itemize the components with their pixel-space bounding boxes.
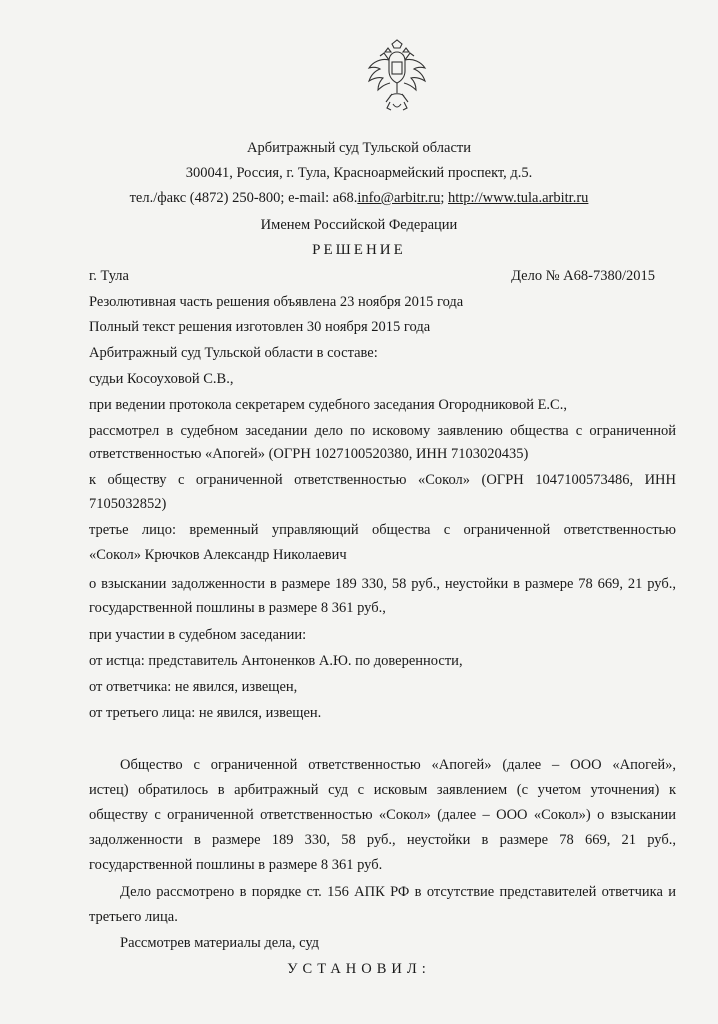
established-heading: УСТАНОВИЛ: xyxy=(287,961,431,977)
city: г. Тула xyxy=(89,268,129,284)
claim-line-1: о взыскании задолженности в размере 189 330, 58 руб., неустойки в размере 78 669, 21 руб., xyxy=(89,576,676,592)
paragraph-3: Рассмотрев материалы дела, суд xyxy=(120,935,320,951)
participation: при участии в судебном заседании: xyxy=(89,627,307,643)
third-party-representative: от третьего лица: не явился, извещен. xyxy=(89,705,322,721)
paragraph-1-line-1: Общество с ограниченной ответственностью «Апогей» (далее – ООО «Апогей», xyxy=(120,757,676,773)
contact-separator: ; xyxy=(440,190,448,206)
court-address: 300041, Россия, г. Тула, Красноармейский проспект, д.5. xyxy=(185,165,533,181)
in-name-of-federation: Именем Российской Федерации xyxy=(260,217,458,233)
plaintiff-representative: от истца: представитель Антоненков А.Ю. по доверенности, xyxy=(89,653,463,669)
court-composition: Арбитражный суд Тульской области в составе: xyxy=(89,345,378,361)
considered-line-1: рассмотрел в судебном заседании дело по исковому заявлению общества с ограниченной xyxy=(89,423,676,439)
email-link[interactable]: info@arbitr.ru xyxy=(357,190,441,206)
third-party-line-1: третье лицо: временный управляющий общества с ограниченной ответственностью xyxy=(89,522,676,538)
claim-line-2: государственной пошлины в размере 8 361 руб., xyxy=(89,600,386,616)
court-name: Арбитражный суд Тульской области xyxy=(247,140,471,156)
phone-fax: тел./факс (4872) 250-800; e-mail: a68. xyxy=(129,190,358,206)
paragraph-1-line-5: государственной пошлины в размере 8 361 руб. xyxy=(89,857,383,873)
case-number: Дело № А68-7380/2015 xyxy=(511,268,655,284)
paragraph-2-line-1: Дело рассмотрено в порядке ст. 156 АПК РФ в отсутствие представителей ответчика и xyxy=(120,884,676,900)
full-text-date: Полный текст решения изготовлен 30 ноября 2015 года xyxy=(89,319,431,335)
document-title: РЕШЕНИЕ xyxy=(312,242,406,258)
considered-line-2: ответственностью «Апогей» (ОГРН 1027100520380, ИНН 7103020435) xyxy=(89,446,529,462)
judge: судьи Косоуховой С.В., xyxy=(89,371,234,387)
defendant-line-1: к обществу с ограниченной ответственностью «Сокол» (ОГРН 1047100573486, ИНН xyxy=(89,472,676,488)
russian-eagle-emblem-icon xyxy=(362,38,432,118)
secretary: при ведении протокола секретарем судебного заседания Огородниковой Е.С., xyxy=(89,397,567,413)
third-party-line-2: «Сокол» Крючков Александр Николаевич xyxy=(89,547,347,563)
website-link[interactable]: http://www.tula.arbitr.ru xyxy=(448,190,589,206)
paragraph-1-line-2: истец) обратилось в арбитражный суд с исковым заявлением (с учетом уточнения) к xyxy=(89,782,676,798)
paragraph-1-line-4: задолженности в размере 189 330, 58 руб., неустойки в размере 78 669, 21 руб., xyxy=(89,832,676,848)
resolution-announced: Резолютивная часть решения объявлена 23 ноября 2015 года xyxy=(89,294,464,310)
defendant-line-2: 7105032852) xyxy=(89,496,167,512)
paragraph-2-line-2: третьего лица. xyxy=(89,909,178,925)
paragraph-1-line-3: обществу с ограниченной ответственностью «Сокол» (далее – ООО «Сокол») о взыскании xyxy=(89,807,676,823)
court-contacts xyxy=(0,190,718,207)
defendant-representative: от ответчика: не явился, извещен, xyxy=(89,679,298,695)
